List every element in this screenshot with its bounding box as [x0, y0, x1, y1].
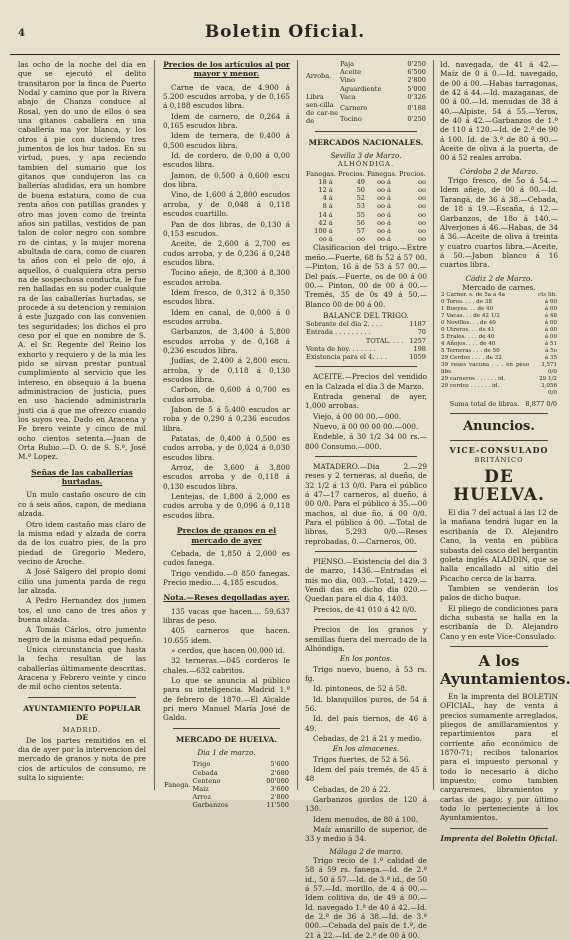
table-cell: á 35	[544, 355, 557, 362]
paragraph: Idem de carnero, de 0,264 á 0,165 escudos libra.	[163, 111, 290, 131]
market-date: Sevilla 3 de Marzo.	[330, 150, 402, 160]
table-cell: 55	[356, 210, 365, 219]
table-row	[440, 313, 558, 320]
table-cell: Aceite	[340, 68, 362, 77]
paragraph: Id. de cordero, de 0,00 á 0,00 escudos libra.	[163, 151, 290, 170]
table-cell: 39 reses vacuna . . . en peso libs.	[441, 362, 530, 376]
section-heading: Señas de las caballerías hurtadas.	[31, 467, 133, 487]
table-row	[440, 355, 558, 362]
table-cell: Tocino	[340, 114, 362, 123]
table-cell: 3,571 0/0	[540, 362, 557, 376]
table-row	[305, 186, 427, 194]
table-cell: á	[328, 235, 333, 244]
section-heading: MERCADOS NACIONALES.	[308, 137, 424, 147]
section-rule	[450, 828, 548, 829]
market-date: Córdoba 2 de Marzo.	[460, 166, 538, 176]
paragraph: Id. navegada, de 41 á 42.—Maíz de 0 á 0.—Id. navegado, de 00 á 00.—Habas tarragonas, de 42 á 44.—Id. mazaganas, de 00 á 00.—Id. menudas de 38 á 40.—Alpiste, 54 á 55.—Yeros, de 40 á 42.—Garbanzos de 1.ª de 110 á 120.—Id. de 2.ª de 90 á 100. Id. de 3.ª de 80 á 90.—Aceite de oliva á la puerta, de 00 á 52 reales arroba.	[440, 60, 558, 163]
paragraph: 32 terneras.—045 corderos le chales.—632 cabritos.	[163, 656, 290, 675]
table-cell: 70	[417, 328, 426, 337]
table-cell: oo	[377, 210, 386, 219]
paragraph: Arroz, de 3,600 á 3,800 escudos arroba y de 0,118 á 0,130 escudos libra.	[163, 463, 290, 491]
paragraph: Tambien se venderán los palos de dicho buque.	[440, 583, 558, 603]
paragraph: Cebadas, de 21 á 21 y medio.	[313, 733, 422, 743]
table-cell: 0 Utreros. . . de 41	[441, 327, 495, 334]
table-cell: Arroz	[192, 793, 211, 802]
paragraph: En la imprenta del BOLETIN OFICIAL, hay de venta á precios sumamente arreglados, pliegos de amillaramientos y repartimientos para el corriente año económico de 1870-71; recibos talonarios para el impuesto personal y todo lo necesario á dicho impuesto; como tambien cargaremes, libramientos y cartas de pago; y por último todo lo perteneciente á los Ayuntamientos.	[440, 691, 558, 823]
column-header: Fanegas.	[366, 169, 397, 178]
market-date: Málaga 2 de marzo.	[329, 846, 403, 856]
table-cell: á	[328, 177, 333, 186]
table-cell: oo	[418, 227, 426, 236]
table-cell: 2'680	[270, 768, 289, 777]
paragraph: Nuevo, á 00 00 00 00.—000.	[313, 421, 419, 431]
paragraph: Precios, de 41 010 á 42 0/0.	[313, 604, 417, 614]
table-cell: 56	[356, 218, 365, 227]
ayuntamientos-heading: A los Ayuntamientos.	[440, 651, 571, 688]
table-cell: 100	[314, 227, 327, 236]
paragraph: De los partes remitidos en el dia de ayer por la intervencion del mercado de granos y nota de pre cios de artículos de consumo, re sulta lo siguiente:	[18, 735, 146, 783]
sevilla-table-body	[305, 178, 427, 244]
paragraph: Viejo, á 00 00 00.—000.	[313, 411, 402, 421]
table-cell: oo	[418, 194, 426, 203]
section-heading: Precios de los artículos al por mayor y menor.	[163, 60, 290, 79]
section-subheading: Mercado de carnes.	[462, 282, 536, 292]
column-1	[18, 60, 146, 792]
page-number: 4	[18, 28, 25, 39]
table-cell: Cebada	[192, 768, 218, 777]
table-cell: oo	[418, 202, 426, 211]
arroba-price-table	[305, 60, 427, 126]
table-cell: Vaca	[340, 92, 356, 101]
column-2	[163, 60, 290, 810]
paragraph: 135 vacas que hacen.... 59,637 libras de peso.	[163, 606, 290, 625]
paragraph: Id. blanquillos puros, de 54 á 56.	[305, 694, 427, 713]
table-cell: 1257	[409, 336, 426, 345]
table-cell: á 48	[544, 313, 557, 320]
table-row	[305, 337, 427, 345]
paragraph: MATADERO.—Dia 2.—29 reses y 2 terneras, al dueño, de 32 1/2 á 13 0/0. Para el público á 47—17 carneros, al dueño, á 00 0/0. Para el público á 35.—00 machos, al due ño, á 00 0/0. Para el público á 00. —Total de libras, 5,293 0/0.—Reses reprobadas, 0.—Carneros, 00.	[305, 462, 427, 546]
table-cell: á 00	[544, 327, 557, 334]
paragraph: Otro idem castaño mas claro de la misma edad y alzada de corra da de los cuatro pies, de la pro piedad de Gregorio Medero, vecino de Aroche.	[18, 519, 146, 566]
paragraph: A José Salgero del propio domi cilio una jumenta parda de regu lar alzada.	[18, 567, 146, 595]
paragraph: Unica circunstancia que hasta la fecha resultan de las caballerías últimamente descritas. Aracena y Febrero veinte y cinco de mil ocho cientos setenta.	[18, 644, 146, 692]
page-header	[0, 18, 570, 50]
table-cell: á 51	[544, 341, 557, 348]
imprenta-footer: Imprenta del Boletin Oficial.	[440, 833, 558, 843]
table-row	[305, 202, 427, 210]
paragraph: PIENSO.—Existencia del dia 3 de marzo, 1436.—Entradas el mis mo dia, 003.—Total, 1429.—Vendi das en dicho dia 020.—Quedan para el dia 4, 1403.	[305, 557, 427, 604]
table-cell: oo	[418, 218, 426, 227]
table-cell: oo	[377, 202, 386, 211]
paragraph: Idem del país tremés, de 45 á 48	[305, 764, 427, 784]
table-cell: oo	[377, 235, 386, 244]
table-cell: Maiz	[192, 784, 209, 793]
table-cell: 8,877 0/0	[525, 400, 557, 409]
section-subheading: BALANCE DEL TRIGO.	[323, 310, 409, 320]
table-cell: á	[328, 227, 333, 236]
paragraph: Idem de ternera, de 0,400 á 0,500 escudos libra.	[163, 131, 290, 150]
header-rule	[10, 54, 560, 55]
column-4	[440, 60, 571, 843]
table-row	[440, 292, 558, 299]
table-cell: á	[387, 235, 391, 244]
table-cell: á	[387, 227, 391, 236]
table-cell: Garbanzos	[192, 801, 229, 810]
table-cell: Aguardiente	[340, 84, 382, 93]
paragraph: El dia 7 del actual á las 12 de la mañana tendrá lugar en la escribanía de D. Alejandro Cano, la venta en pública subasta del casco del bergantin goleta inglés ALADDIN, que se halla encallado al sitio del Picacho cerca de la barra.	[440, 508, 558, 583]
unit-label: Libra sen-cilla de car-ne de	[306, 92, 338, 126]
table-cell: 4 Añojos. . . . de 40	[441, 341, 496, 348]
table-cell: 1 Bueyes. . . de 40	[441, 306, 494, 313]
section-rule	[28, 697, 136, 698]
paragraph: El pliego de condiciones para dicha subasta se halla en la escribanía de D. Alejandro Cano y en este Vice-Consulado.	[440, 603, 558, 641]
unit-label: Arroba.	[306, 72, 332, 81]
table-cell: á 00	[544, 334, 557, 341]
newspaper-title: Boletin Oficial.	[204, 22, 366, 42]
table-cell: 2'800	[407, 76, 426, 85]
table-cell: 29 cerdos . . . . . . id.	[441, 383, 500, 390]
table-cell: á	[328, 186, 333, 195]
table-cell: á 00	[544, 299, 557, 306]
table-row	[440, 299, 558, 306]
section-rule	[450, 646, 548, 647]
market-date: Cádiz 2 de Marzo.	[465, 273, 533, 283]
table-row	[305, 328, 427, 336]
paragraph: Cebada, de 1,850 á 2,000 es cudos fanega.	[163, 548, 290, 568]
table-cell: Carnero	[340, 103, 368, 112]
section-rule	[315, 551, 417, 552]
paragraph: Idem fresco, de 0,312 á 0,350 escudos libra.	[163, 287, 290, 307]
table-cell: á	[328, 202, 333, 211]
table-row	[305, 60, 427, 68]
cadiz-meat-table	[440, 292, 558, 397]
table-cell: 6'500	[407, 68, 426, 77]
table-cell: oo	[377, 194, 386, 203]
cadiz-total-table	[440, 400, 558, 408]
table-cell: á	[328, 210, 333, 219]
table-row	[440, 320, 558, 327]
table-row	[440, 400, 558, 408]
paragraph: Entrada general de ayer, 1,000 arrobas.	[305, 391, 427, 411]
table-cell: oo	[357, 235, 365, 244]
paragraph: Jamon, de 0,500 á 0,600 escu dos libra.	[163, 170, 290, 190]
table-cell: oo	[377, 186, 386, 195]
paragraph: Id. pintoneos, de 52 á 58.	[313, 684, 408, 694]
paragraph: Aceite, de 2,600 á 2,700 es cudos arroba, y de 0,236 á 0,248 escudos libra.	[163, 239, 290, 267]
table-cell: 8	[322, 202, 327, 211]
sevilla-price-table	[305, 170, 427, 244]
paragraph: las ocho de la noche del dia en que se ejecutó el delito transitaron por la finca de Puerto Nodal y camino que por la Rivera abajo de Chanza conduce al Rosal, yen do uno de ellos ó sea una gitanos caballera en una caballería ma yor blanca, y los otros á pie con duciendo tres jumentos de los hur tados. En su virtud, pues, y apa reciendo tambien del sumario que los gitanos que condujeron las ca ballerías aludidas, era un hombre de buena estatura, como de cua renta años con patillas grandes y otro mas joven como de treinta años sin patillas, vestidos de pan talon de color negro con sombre ro de cintas, y la mujer morena abultada de cara, como de cuaren ta años con el pelo de ojo, á aquellos, ó cualquiera otra perso na de sospechosa conducta, le fue ren halladas en su poder cualquie ra de las caballerías hurtadas, se procede á su detencion y remision á este Juzgado con las convenien tes seguridades; los dichos el pro ceso por el que en nombre de S. A. el Sr. Regente del Reino los exhorto y requiero y de la mia les pido se sirvan prestar puntual cumplimiento al servicio que les intereso, en obsequio á la buena administracion de justicia, pues en uso haciendo administrarla justi cia á que me ofrezco cuando los suyos vea. Dado en Aracena y Fe brero veinte y cinco de mil ocho cientos setenta.—Juan de Orta Rubio.—D. O. de S. S.ª, José M.ª Lopez.	[18, 60, 146, 462]
table-cell: Existencia para el 4. . . .	[306, 353, 387, 362]
table-cell: 12	[318, 186, 327, 195]
table-cell: á	[387, 177, 391, 186]
table-cell: 29 carneros . . . . . . id.	[441, 376, 506, 383]
table-cell: á	[387, 218, 391, 227]
section-subheading: ALHÓNDIGA.	[337, 160, 395, 169]
table-cell: 0'188	[407, 103, 426, 112]
table-cell: 5'600	[270, 760, 289, 769]
table-row	[163, 760, 290, 768]
paragraph: Maíz amarillo de superior, de 33 y medio á 34.	[305, 825, 427, 844]
table-cell: 00'000	[266, 776, 289, 785]
table-cell: TOTAL. . . .	[365, 336, 404, 345]
table-cell: Suma total de libras.	[449, 400, 520, 409]
table-row	[305, 211, 427, 219]
paragraph: Lo que se anuncia al público para su inteligencia. Madrid 1.º de febrero de 1870.—El Alcalde pri mero Manuel María José de Galdo.	[163, 675, 290, 723]
cadiz-table-body	[440, 292, 558, 397]
table-cell: á	[328, 218, 333, 227]
table-cell: 0'326	[407, 92, 426, 101]
paragraph: Idem menudos, de 80 á 100.	[313, 814, 419, 824]
fanega-price-table	[163, 760, 290, 809]
table-cell: 0 Toros. . . . de 38	[441, 299, 492, 306]
section-rule	[315, 456, 417, 457]
table-cell: 7 Vacas. . . de 42 1/2	[441, 313, 500, 320]
paragraph: Trigo recio de 1.ª calidad de 58 á 59 rs. fanega.—Id. de 2.ª id., 50 á 57.—Id. de 3.ª id., de 50 á 57.—Id. morillo, de 4 á 00.—Idem colitiva do, de 49 á 00.—Id. navegado 1.ª de 40 á 42.—Id. de 2.ª de 36 á 38.—Id. de 3.ª 000.—Cebada del país de 1.ª, de 21 á 22.—Id. de 2.ª de 00 á 00.	[305, 856, 427, 940]
balance-table	[305, 320, 427, 361]
table-cell: oo	[318, 235, 327, 244]
unit-label: Fanega.	[164, 780, 191, 789]
paragraph: Un mulo castaño oscuro de cin co á seis años, capon, de mediana alzada.	[18, 490, 146, 519]
section-heading: AYUNTAMIENTO POPULAR DE	[23, 703, 141, 723]
table-cell: 0'250	[407, 114, 426, 123]
paragraph: Precios de los granos y semillas fuera del mercado de la Alhóndiga.	[305, 625, 427, 653]
paragraph: » cerdos, que hacen 00,000 id.	[171, 645, 285, 655]
table-cell: 49	[356, 177, 365, 186]
paragraph: Cebadas, de 20 á 22.	[313, 784, 391, 794]
table-row	[305, 93, 427, 104]
table-cell: Vino	[340, 76, 355, 85]
table-row	[440, 362, 558, 376]
paragraph: Jabon de 5 á 5,400 escudos ar roba y de 0,290 á 0,236 escudos libra.	[163, 405, 290, 433]
column-header: Precios.	[399, 169, 426, 178]
anuncios-heading: Anuncios.	[463, 419, 535, 435]
table-cell: 50	[356, 186, 365, 195]
paragraph: Garbanzos gordos de 120 á 130.	[305, 795, 427, 814]
table-cell: Centeno	[192, 776, 221, 785]
paragraph: Idem en canal, de 0,000 á 0 escudos arroba.	[163, 307, 290, 326]
table-cell: 14	[318, 210, 327, 219]
table-row	[305, 178, 427, 186]
vice-consulado-heading: VICE-CONSULADO	[449, 445, 549, 456]
paragraph: En los pontos.	[339, 654, 393, 664]
paragraph: Judías, de 2,400 á 2,800 escu. arroba, y de 0,118 á 0,130 escudos libra.	[163, 356, 290, 384]
paragraph: A Pedro Hernandez dos jumen tos, el uno cano de tres años y buena alzada.	[18, 596, 146, 624]
table-row	[440, 306, 558, 313]
column-3	[305, 60, 427, 940]
section-heading: Nota.—Reses degolladas ayer.	[163, 593, 290, 603]
table-cell: 3,056 0/0	[540, 383, 557, 397]
table-cell: Entrada . . . . . . . . .	[306, 328, 371, 337]
table-cell: Paja	[340, 60, 355, 68]
table-cell: á	[328, 194, 333, 203]
table-cell: á	[387, 186, 391, 195]
column-header: Precios.	[338, 169, 365, 178]
section-rule	[315, 131, 417, 132]
table-row	[305, 320, 427, 328]
paragraph: Clasificacion del trigo.—Extre meño.—Fuerte, 68 fs 52 á 57 00. —Pinton, 16 á de 53 á 57 00.—Del país.—Fuerte, os de 00 á 00 00.— Pinton, 00 de 00 á 00.—Tremés, 35 de 0s 49 á 50.—Blanco 00 de 00 á 00.	[305, 243, 427, 309]
table-cell: 57	[356, 227, 365, 236]
column-header: Fanegas.	[306, 169, 336, 178]
paragraph: Carne de vaca, de 4.900 á 5.200 escudos arroba, y de 0,165 á 0,188 escudos libra.	[163, 82, 290, 111]
table-cell: 29 1/2	[539, 376, 557, 383]
section-rule	[450, 440, 548, 441]
table-row	[305, 194, 427, 202]
table-cell: 3'600	[270, 784, 289, 793]
section-rule	[450, 413, 548, 414]
paragraph: ACEITE.—Precios del vendido en la Calzada el dia 3 de Marzo.	[305, 372, 427, 391]
table-cell: cts lib.	[538, 292, 557, 299]
section-rule	[173, 728, 280, 729]
paragraph: Tocino añejo, de 8,300 á 8,300 escudos arroba.	[163, 268, 290, 287]
table-cell: oo	[418, 186, 426, 195]
table-cell: á 5o	[544, 348, 557, 355]
table-cell: oo	[418, 177, 426, 186]
paragraph: Vino, de 1,600 á 2,800 escudos arroba, y de 0,048 á 0,118 escudos cuartillo.	[163, 190, 290, 219]
paragraph: A Tomás Cárlos, otro jumento negro de la misma edad pequeño.	[18, 625, 146, 644]
table-cell: oo	[377, 177, 386, 186]
paragraph: Trigo fresco, de 5o á 54.—Idem añejo, de 00 á 00.—Id. Tarangá, de 36 á 38.—Cebada, de 18 á 19.—Escaña, á 12.—Garbanzos, de 18o á 140.—Alverjones á 46.—Habas, de 34 á 36.—Aceite de oliva á treinta y cuatro cuartos libra.—Aceite, á 50.—Jabon blanco á 16 cuartos libra.	[440, 176, 558, 270]
section-heading: MERCADO DE HUELVA.	[175, 734, 278, 744]
paragraph: Trigos fuertes, de 52 á 56.	[313, 754, 411, 764]
table-row	[305, 219, 427, 227]
table-cell: á	[387, 210, 391, 219]
table-row	[305, 227, 427, 235]
table-cell: 52	[356, 194, 365, 203]
table-cell: 1059	[409, 353, 426, 362]
table-cell: Venta de hoy. . . . . . .	[306, 344, 376, 353]
table-cell: 198	[413, 344, 426, 353]
table-cell: 29 Cerdos . . . . de 32	[441, 355, 502, 362]
table-row	[440, 348, 558, 355]
table-header-row	[305, 170, 427, 178]
table-row	[440, 383, 558, 397]
table-cell: oo	[418, 210, 426, 219]
de-huelva-heading: DE HUELVA.	[453, 467, 545, 506]
table-row	[440, 341, 558, 348]
column-divider	[433, 60, 434, 790]
paragraph: Patatas, de 0,400 á 0,500 es cudos arroba, y de 0,024 á 0,030 escudos libra.	[163, 434, 290, 462]
section-rule	[315, 619, 417, 620]
table-cell: 2'800	[270, 793, 289, 802]
table-cell: 53	[356, 202, 365, 211]
paragraph: Trigo vendido.—0 850 fanegas. Precio medio.... 4,185 escudos.	[163, 568, 290, 587]
table-cell: oo	[418, 235, 426, 244]
paragraph: Lentejas, de 1,800 á 2,000 es cudos arroba y de 0,096 á 0,118 escudos libra.	[163, 492, 290, 520]
table-cell: á	[387, 202, 391, 211]
paragraph: En los almacenes.	[332, 744, 400, 754]
table-row	[440, 376, 558, 383]
table-cell: 18	[318, 177, 327, 186]
column-divider	[297, 60, 298, 790]
column-divider	[154, 60, 155, 790]
section-subheading: MADRID.	[62, 726, 102, 735]
table-cell: 5 Terneras . . . de 50	[441, 348, 500, 355]
table-cell: 42	[318, 218, 327, 227]
britanico-subheading: BRITÁNICO	[474, 455, 524, 464]
table-cell: 5 Erales. . . . de 40	[441, 334, 495, 341]
paragraph: Id. del país tiernos, de 46 á 49.	[305, 714, 427, 733]
table-cell: Sobrante del dia 2. . . .	[306, 320, 383, 329]
table-cell: oo	[377, 218, 386, 227]
paragraph: Garbanzos, de 3,400 á 5,800 escudos arroba y de 0,168 á 0,236 escudos libra.	[163, 327, 290, 355]
table-row	[440, 327, 558, 334]
paragraph: 405 carneros que hacen. 10.655 idem.	[163, 626, 290, 645]
table-row	[305, 235, 427, 243]
paragraph: Trigo nuevo, bueno, á 53 rs. fg.	[305, 664, 427, 683]
table-cell: á 00	[544, 306, 557, 313]
table-cell: 5'000	[407, 84, 426, 93]
table-cell: oo	[377, 227, 386, 236]
table-cell: 11'500	[266, 801, 289, 810]
table-cell: á	[387, 194, 391, 203]
table-cell: 1187	[409, 320, 426, 329]
table-row	[305, 353, 427, 361]
table-cell: 4	[322, 194, 327, 203]
paragraph: Endeble, á 30 1/2 34 00 rs.—800 Consumo.—000.	[305, 432, 427, 451]
paragraph: Pan de dos libras, de 0,130 á 0,153 escudos.	[163, 219, 290, 238]
table-row	[305, 345, 427, 353]
table-cell: 0 Novillos. . . de 40	[441, 320, 496, 327]
paragraph: Carbon, de 0,600 á 0,700 es cudos arroba.	[163, 385, 290, 404]
table-cell: Trigo	[192, 760, 211, 769]
section-rule	[315, 366, 417, 367]
table-cell: 0'250	[407, 60, 426, 68]
table-cell: 2 Carner. s. de 5a a 4a	[441, 292, 505, 299]
table-cell: á 00	[544, 320, 557, 327]
section-heading: Precios de granos en el mercado de ayer	[176, 526, 277, 545]
market-date: Dia 1 de marzo.	[197, 748, 256, 758]
